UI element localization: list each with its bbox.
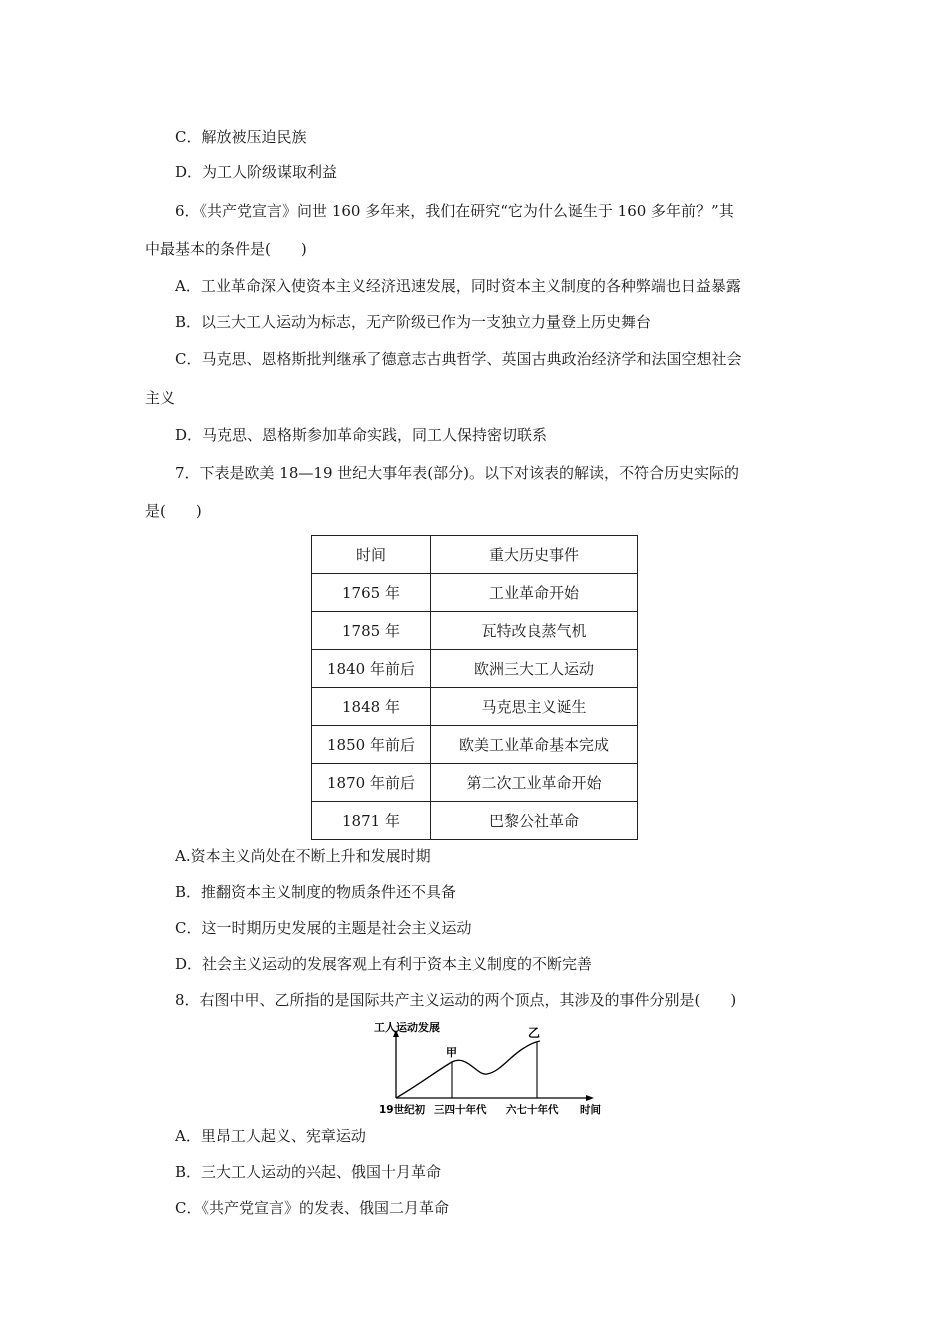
x-tick-label: 19世纪初 bbox=[379, 1104, 426, 1116]
table-cell-event: 第二次工业革命开始 bbox=[431, 764, 638, 802]
table-cell-time: 1848 年 bbox=[312, 688, 431, 726]
q6-option-c-line1: C．马克思、恩格斯批判继承了德意志古典哲学、英国古典政治经济学和法国空想社会 bbox=[175, 350, 742, 368]
option-c-prev: C．解放被压迫民族 bbox=[175, 128, 307, 146]
x-axis-label: 时间 bbox=[580, 1104, 601, 1116]
q7-option-c: C．这一时期历史发展的主题是社会主义运动 bbox=[175, 919, 472, 937]
table-row bbox=[312, 650, 638, 688]
q8-option-b: B．三大工人运动的兴起、俄国十月革命 bbox=[175, 1163, 442, 1181]
table-header-time: 时间 bbox=[312, 536, 431, 574]
q7-option-a: A.资本主义尚处在不断上升和发展时期 bbox=[175, 847, 431, 865]
table-cell-event: 欧洲三大工人运动 bbox=[431, 650, 638, 688]
peak-a-label: 甲 bbox=[446, 1046, 457, 1059]
table-cell-time: 1785 年 bbox=[312, 612, 431, 650]
q7-stem-line2: 是( ) bbox=[145, 502, 202, 520]
x-tick-label: 六七十年代 bbox=[506, 1104, 559, 1116]
table-cell-event: 瓦特改良蒸气机 bbox=[431, 612, 638, 650]
table-cell-event: 巴黎公社革命 bbox=[431, 802, 638, 840]
q6-stem-line1: 6．《共产党宣言》问世 160 多年来，我们在研究“它为什么诞生于 160 多年前？”其 bbox=[175, 202, 734, 220]
table-cell-event: 工业革命开始 bbox=[431, 574, 638, 612]
y-axis-label: 工人运动发展 bbox=[374, 1022, 440, 1034]
x-axis-arrow bbox=[586, 1095, 594, 1101]
table-row bbox=[312, 726, 638, 764]
q6-stem-line2: 中最基本的条件是( ) bbox=[145, 240, 307, 258]
table-row bbox=[312, 764, 638, 802]
q7-option-b: B．推翻资本主义制度的物质条件还不具备 bbox=[175, 883, 457, 901]
q8-option-c: C．《共产党宣言》的发表、俄国二月革命 bbox=[175, 1199, 449, 1217]
movement-curve bbox=[396, 1041, 540, 1098]
x-tick-label: 三四十年代 bbox=[434, 1104, 487, 1116]
q6-option-a: A．工业革命深入使资本主义经济迅速发展，同时资本主义制度的各种弊端也日益暴露 bbox=[175, 277, 741, 295]
peak-b-label: 乙 bbox=[528, 1026, 541, 1040]
option-d-prev: D．为工人阶级谋取利益 bbox=[175, 163, 338, 181]
q6-option-d: D．马克思、恩格斯参加革命实践，同工人保持密切联系 bbox=[175, 426, 548, 444]
events-table bbox=[311, 535, 638, 840]
table-row bbox=[312, 574, 638, 612]
table-cell-time: 1870 年前后 bbox=[312, 764, 431, 802]
table-cell-time: 1850 年前后 bbox=[312, 726, 431, 764]
labor-movement-figure bbox=[372, 1022, 612, 1118]
table-cell-time: 1840 年前后 bbox=[312, 650, 431, 688]
table-row bbox=[312, 688, 638, 726]
q8-option-a: A．里昂工人起义、宪章运动 bbox=[175, 1127, 366, 1145]
table-cell-time: 1765 年 bbox=[312, 574, 431, 612]
table-row bbox=[312, 802, 638, 840]
q6-option-b: B．以三大工人运动为标志，无产阶级已作为一支独立力量登上历史舞台 bbox=[175, 313, 652, 331]
q6-option-c-line2: 主义 bbox=[145, 389, 176, 407]
table-row bbox=[312, 612, 638, 650]
table-cell-event: 欧美工业革命基本完成 bbox=[431, 726, 638, 764]
table-header-row bbox=[312, 536, 638, 574]
q7-stem-line1: 7．下表是欧美 18—19 世纪大事年表(部分)。以下对该表的解读，不符合历史实际的 bbox=[175, 464, 739, 482]
table-cell-time: 1871 年 bbox=[312, 802, 431, 840]
q7-option-d: D．社会主义运动的发展客观上有利于资本主义制度的不断完善 bbox=[175, 955, 593, 973]
table-cell-event: 马克思主义诞生 bbox=[431, 688, 638, 726]
table-header-event: 重大历史事件 bbox=[431, 536, 638, 574]
q8-stem: 8．右图中甲、乙所指的是国际共产主义运动的两个顶点，其涉及的事件分别是( ) bbox=[175, 991, 737, 1009]
